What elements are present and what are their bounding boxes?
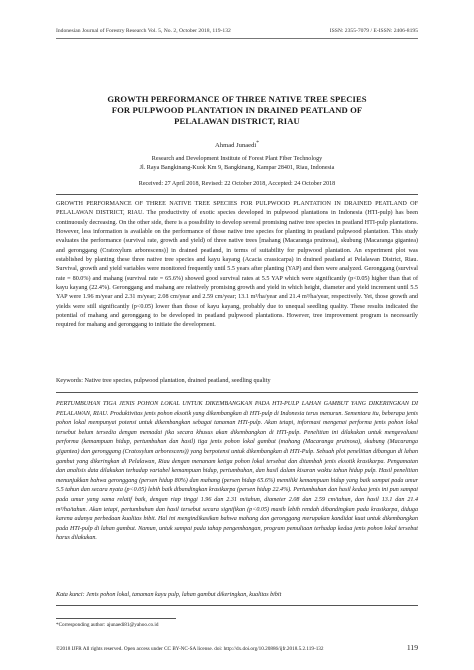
intisari-top-rule — [56, 392, 418, 393]
intisari-body: Produktivitas jenis pohon eksotik yang dikembangkan di HTI-pulp di Indonesia terus menurun. Sementara itu, beberapa jenis pohon lokal mempunyai potensi untuk dikembangkan sebagai tanaman HTI-pulp. Akan tetapi, informasi mengenai performa jenis pohon lokal tersebut belum tersedia dengan memadai jika secara khusus akan dikembangkan di HTI-pulp. Penelitian ini dilakukan untuk mengevaluasi performa (kemampuan hidup, pertumbuhan dan hasil) tiga jenis pohon lokal gambut (mahang (Macaranga pruinosa), skubung (Macaranga gigantea) dan geronggang (Cratoxylum arborescens)) yang berpotensi untuk dikembangkan di HTI-Pulp. Sebuah plot penelitian dibangun di lahan gambut yang dikeringkan di Pelalawan, Riau dengan menanam ketiga pohon lokal tersebut dan ditambah jenis eksotik krasikarpa. Pengamatan dan analisis data dilakukan terhadap variabel kemampuan hidup, pertumbuhan, dan hasil dalam kisaran waktu tahun hidup pulp. Hasil penelitian menunjukkan bahwa geronggang (persen hidup 80%) dan mahang (persen hidup 65.6%) memiliki kemampuan hidup yang baik sampai pada umur 5.5 tahun dan secara nyata (p<0.05) lebih baik dibandingkan krasikarpa (persen hidup 22.4%). Pertumbuhan dan hasil kedua jenis ini pun sampai pada umur yang sama relatif baik, dengan riap tinggi 1.96 dan 2.31 m/tahun, diameter 2.08 dan 2.59 cm/tahun, dan hasil 13.1 dan 21.4 m³/ha/tahun. Akan tetapi, pertumbuhan dan hasil tersebut secara signifikan (p<0.05) masih lebih rendah dibandingkan pada krasikarpa, diduga karena adanya perbedaan kualitas bibit. Hal ini mengindikasikan bahwa mahang dan geronggang merupakan kandidat kuat untuk dikembangkan pada HTI-pulp di lahan gambut. Namun, untuk sampai pada tahap pengembangan, program pemuliaan terhadap kedua jenis pohon lokal tersebut harus dilakukan. — [56, 410, 419, 542]
intisari-lead: PERTUMBUHAN TIGA JENIS POHON LOKAL UNTUK DIKEMBANGKAN PADA HTI-PULP LAHAN GAMBUT YANG DIKERINGKAN DI PELALAWAN, RIAU. — [56, 401, 418, 417]
affiliation-line-2: Jl. Raya Bangkinang-Kuok Km 9, Bangkinang, Kampar 28401, Riau, Indonesia — [139, 165, 335, 171]
license-line: ©2018 IJFR All rights reserved. Open access under CC BY-NC-SA license. doi: http://dx.doi.org/10.20886/ijfr.2018.5.2.119-132 — [56, 646, 324, 652]
author-mark: * — [256, 140, 259, 146]
kata-kunci — [56, 592, 418, 598]
intisari-bottom-rule — [56, 605, 418, 606]
abstract-body: The productivity of exotic species developed in pulpwood plantations in Indonesia (HTI-pulp) has been continuously decreasing. On the other side, there is a possibility to develop several promising native tree species in peatland HTI-pulp plantations. However, less information is available on the performance of those native tree species for planting in peatland pulpwood plantation. This study evaluates the performance (survival rate, growth and yield) of three native trees [mahang (Macaranga pruinosa), skubung (Macaranga gigantea) and geronggang (Cratoxylum arborescens)] in drained peatland, in terms of suitability for pulpwood plantation. An experiment plot was established by planting these three native tree species and kayu kayang (Acacia crassicarpa) in drained peatland at Pelalawan District, Riau. Survival, growth and yield variables were monitored frequently until 5.5 years after planting (YAP) and then were analyzed. Geronggang (survival rate = 80.0%) and mahang (survival rate = 65.6%) showed good survival rates at 5.5 YAP which were significantly (p<0.05) higher than that of kayu kayang (22.4%). Geronggang and mahang are relatively promising growth and yield in which height, diameter and yield increment until 5.5 YAP were 1.96 m/year and 2.31 m/year; 2.08 cm/year and 2.59 cm/year; 13.1 m³/ha/year and 21.4 m³/ha/year, respectively. Yet, those growth and yields were still significantly (p<0.05) lower than those of kayu kayang, probably due to unequal seedling quality. These results indicated the potential of mahang and geronggang to be developed in peatland pulpwood plantations. However, tree improvement program is necessarily required for mahang and geronggang to initiate the development. — [56, 210, 418, 329]
affiliation — [56, 155, 418, 173]
page-footer — [56, 643, 418, 652]
footnote-rule — [56, 618, 176, 619]
corresponding-author-footnote: *Corresponding author: ajunaedi81@yahoo.co.id — [56, 622, 159, 628]
keywords-label: Keywords: — [56, 378, 83, 384]
author — [56, 140, 418, 149]
abstract — [56, 200, 418, 331]
keywords — [56, 378, 418, 384]
title-line-3: PELALAWAN DISTRICT, RIAU — [174, 116, 300, 126]
title-line-1: GROWTH PERFORMANCE OF THREE NATIVE TREE SPECIES — [107, 94, 367, 104]
title-line-2: FOR PULPWOOD PLANTATION IN DRAINED PEATLAND OF — [111, 105, 363, 115]
author-name: Ahmad Junaedi — [215, 142, 257, 150]
header-rule — [56, 38, 418, 39]
affiliation-line-1: Research and Development Institute of Forest Plant Fiber Technology — [151, 156, 323, 162]
article-title — [56, 94, 418, 127]
page-number: 119 — [406, 643, 418, 652]
intisari — [56, 400, 418, 544]
running-head — [56, 28, 418, 34]
journal-citation: Indonesian Journal of Forestry Research Vol. 5, No. 2, October 2018, 119-132 — [56, 28, 231, 34]
abstract-top-rule — [56, 194, 418, 195]
abstract-lead: GROWTH PERFORMANCE OF THREE NATIVE TREE SPECIES FOR PULPWOOD PLANTATION IN DRAINED PEATLAND OF PELALAWAN DISTRICT, RIAU. — [56, 201, 418, 217]
issn: ISSN: 2355-7079 / E-ISSN: 2406-8195 — [329, 28, 418, 34]
kata-kunci-text: Jenis pohon lokal, tanaman kayu pulp, lahan gambut dikeringkan, kualitas bibit — [84, 592, 282, 598]
keywords-text: Native tree species, pulpwood plantation, drained peatland, seedling quality — [82, 378, 271, 384]
kata-kunci-label: Kata kunci: — [56, 592, 85, 598]
article-dates: Received: 27 April 2018, Revised: 22 October 2018, Accepted: 24 October 2018 — [138, 181, 336, 187]
